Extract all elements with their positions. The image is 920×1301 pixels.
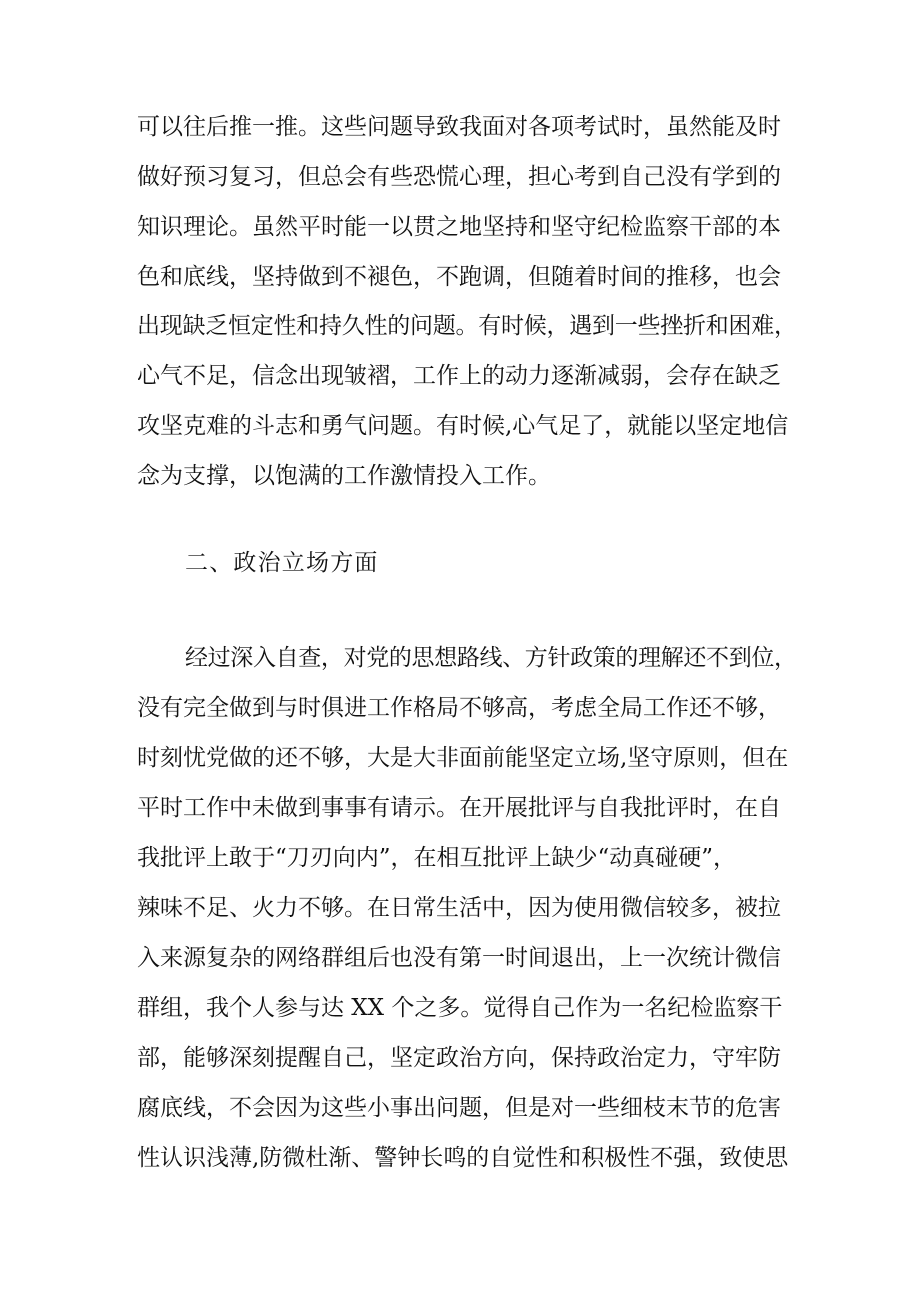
paragraph-line: 腐底线，不会因为这些小事出问题，但是对一些细枝末节的危害: [137, 1095, 781, 1121]
paragraph-line: 经过深入自查，对党的思想路线、方针政策的理解还不到位，: [185, 645, 797, 671]
paragraph-line: 时刻忧党做的还不够，大是大非面前能坚定立场,坚守原则，但在: [137, 745, 789, 771]
paragraph-line: 平时工作中未做到事事有请示。在开展批评与自我批评时，在自: [137, 795, 781, 821]
paragraph-line: 群组，我个人参与达 XX 个之多。觉得自己作为一名纪检监察干: [137, 995, 783, 1021]
paragraph-line: 知识理论。虽然平时能一以贯之地坚持和坚守纪检监察干部的本: [137, 214, 781, 240]
paragraph-line: 出现缺乏恒定性和持久性的问题。有时候，遇到一些挫折和困难，: [137, 313, 797, 339]
paragraph-line: 性认识浅薄,防微杜渐、警钟长鸣的自觉性和积极性不强，致使思: [137, 1145, 789, 1171]
paragraph-line: 心气不足，信念出现皱褶，工作上的动力逐渐减弱，会存在缺乏: [137, 363, 781, 389]
paragraph-line: 攻坚克难的斗志和勇气问题。有时候,心气足了，就能以坚定地信: [137, 413, 789, 439]
paragraph-line: 辣味不足、火力不够。在日常生活中，因为使用微信较多，被拉: [137, 895, 781, 921]
paragraph-line: 可以往后推一推。这些问题导致我面对各项考试时，虽然能及时: [137, 114, 781, 140]
paragraph-line: 没有完全做到与时俱进工作格局不够高，考虑全局工作还不够，: [137, 695, 781, 721]
paragraph-line: 做好预习复习，但总会有些恐慌心理，担心考到自己没有学到的: [137, 164, 781, 190]
paragraph-line: 我批评上敢于“刀刃向内”，在相互批评上缺少“动真碰硬”，: [137, 845, 737, 871]
section-heading: 二、政治立场方面: [185, 550, 379, 576]
paragraph-line: 入来源复杂的网络群组后也没有第一时间退出，上一次统计微信: [137, 945, 781, 971]
paragraph-line: 部，能够深刻提醒自己，坚定政治方向，保持政治定力，守牢防: [137, 1045, 781, 1071]
paragraph-line: 色和底线，坚持做到不褪色，不跑调，但随着时间的推移，也会: [137, 264, 781, 290]
paragraph-line: 念为支撑，以饱满的工作激情投入工作。: [137, 463, 551, 489]
